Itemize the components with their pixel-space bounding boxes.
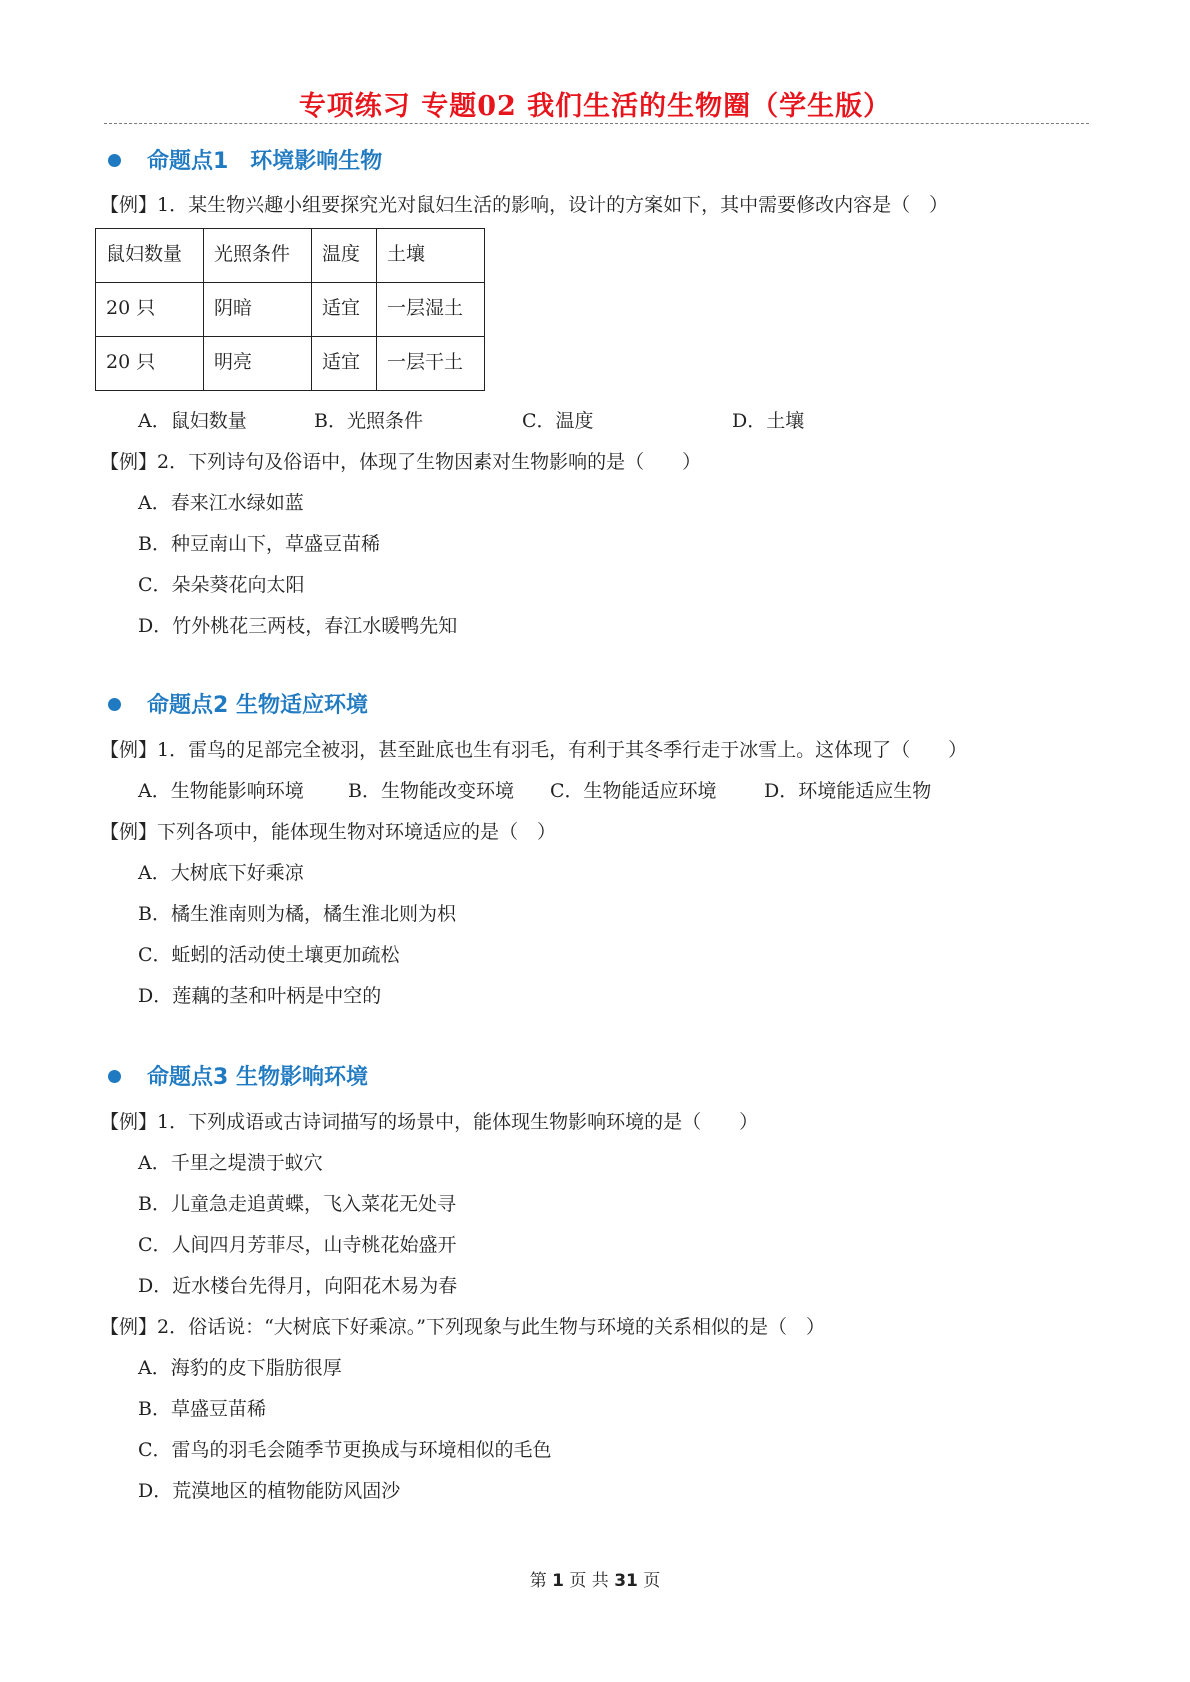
page-footer — [0, 1566, 1190, 1591]
section-heading-3 — [108, 1060, 368, 1091]
bullet-icon — [108, 698, 121, 711]
option-b: B．生物能改变环境 — [348, 780, 514, 802]
option-b: B．橘生淮南则为橘，橘生淮北则为枳 — [138, 903, 456, 925]
option-a: A．千里之堤溃于蚁穴 — [138, 1152, 323, 1174]
page-total: 31 — [614, 1571, 638, 1591]
table-row — [96, 337, 485, 391]
footer-middle: 页 共 — [569, 1571, 609, 1591]
experiment-table — [95, 228, 485, 391]
page-title: 专项练习 专题02 我们生活的生物圈（学生版） — [298, 91, 892, 122]
table-cell: 鼠妇数量 — [96, 229, 204, 283]
footer-prefix: 第 — [529, 1571, 547, 1591]
option-c: C．温度 — [522, 410, 594, 432]
option-a: A．大树底下好乘凉 — [138, 862, 304, 884]
option-c: C．蚯蚓的活动使土壤更加疏松 — [138, 944, 400, 966]
question-stem: 【例】2．下列诗句及俗语中，体现了生物因素对生物影响的是（ ） — [100, 451, 702, 473]
section-heading-text: 命题点3 生物影响环境 — [147, 1065, 368, 1090]
table-cell: 土壤 — [377, 229, 485, 283]
table-row — [96, 283, 485, 337]
table-cell: 温度 — [312, 229, 377, 283]
option-d: D．土壤 — [732, 410, 805, 432]
question-stem: 【例】1．某生物兴趣小组要探究光对鼠妇生活的影响，设计的方案如下，其中需要修改内容是（ ） — [100, 194, 949, 216]
bullet-icon — [108, 1070, 121, 1083]
bullet-icon — [108, 154, 121, 167]
table-cell: 明亮 — [204, 337, 312, 391]
table-cell: 光照条件 — [204, 229, 312, 283]
section-heading-text: 命题点1 环境影响生物 — [147, 149, 383, 174]
option-c: C．雷鸟的羽毛会随季节更换成与环境相似的毛色 — [138, 1439, 552, 1461]
option-b: B．儿童急走追黄蝶，飞入菜花无处寻 — [138, 1193, 456, 1215]
option-a: A．春来江水绿如蓝 — [138, 492, 304, 514]
option-b: B．种豆南山下，草盛豆苗稀 — [138, 533, 380, 555]
question-stem: 【例】1．雷鸟的足部完全被羽，甚至趾底也生有羽毛，有利于其冬季行走于冰雪上。这体现了（ ） — [100, 739, 968, 761]
table-cell: 阴暗 — [204, 283, 312, 337]
question-stem: 【例】下列各项中，能体现生物对环境适应的是（ ） — [100, 821, 557, 843]
section-heading-text: 命题点2 生物适应环境 — [147, 693, 368, 718]
footer-suffix: 页 — [643, 1571, 661, 1591]
table-row — [96, 229, 485, 283]
title-divider — [104, 123, 1089, 124]
section-heading-2 — [108, 688, 368, 719]
option-d: D．荒漠地区的植物能防风固沙 — [138, 1480, 401, 1502]
option-d: D．莲藕的茎和叶柄是中空的 — [138, 985, 382, 1007]
section-heading-1 — [108, 144, 382, 175]
option-c: C．人间四月芳菲尽，山寺桃花始盛开 — [138, 1234, 457, 1256]
option-c: C．朵朵葵花向太阳 — [138, 574, 305, 596]
table-cell: 一层湿土 — [377, 283, 485, 337]
table-cell: 一层干土 — [377, 337, 485, 391]
option-b: B．草盛豆苗稀 — [138, 1398, 266, 1420]
table-cell: 20 只 — [96, 337, 204, 391]
option-c: C．生物能适应环境 — [550, 780, 717, 802]
option-a: A．海豹的皮下脂肪很厚 — [138, 1357, 342, 1379]
page-number: 1 — [552, 1571, 564, 1591]
question-stem: 【例】1．下列成语或古诗词描写的场景中，能体现生物影响环境的是（ ） — [100, 1111, 759, 1133]
option-b: B．光照条件 — [314, 410, 423, 432]
table-cell: 20 只 — [96, 283, 204, 337]
question-stem: 【例】2．俗话说：“大树底下好乘凉。”下列现象与此生物与环境的关系相似的是（ ） — [100, 1316, 826, 1338]
table-cell: 适宜 — [312, 283, 377, 337]
option-d: D．竹外桃花三两枝，春江水暖鸭先知 — [138, 615, 458, 637]
option-d: D．近水楼台先得月，向阳花木易为春 — [138, 1275, 458, 1297]
table-cell: 适宜 — [312, 337, 377, 391]
option-d: D．环境能适应生物 — [764, 780, 932, 802]
option-a: A．生物能影响环境 — [138, 780, 304, 802]
option-a: A．鼠妇数量 — [138, 410, 247, 432]
